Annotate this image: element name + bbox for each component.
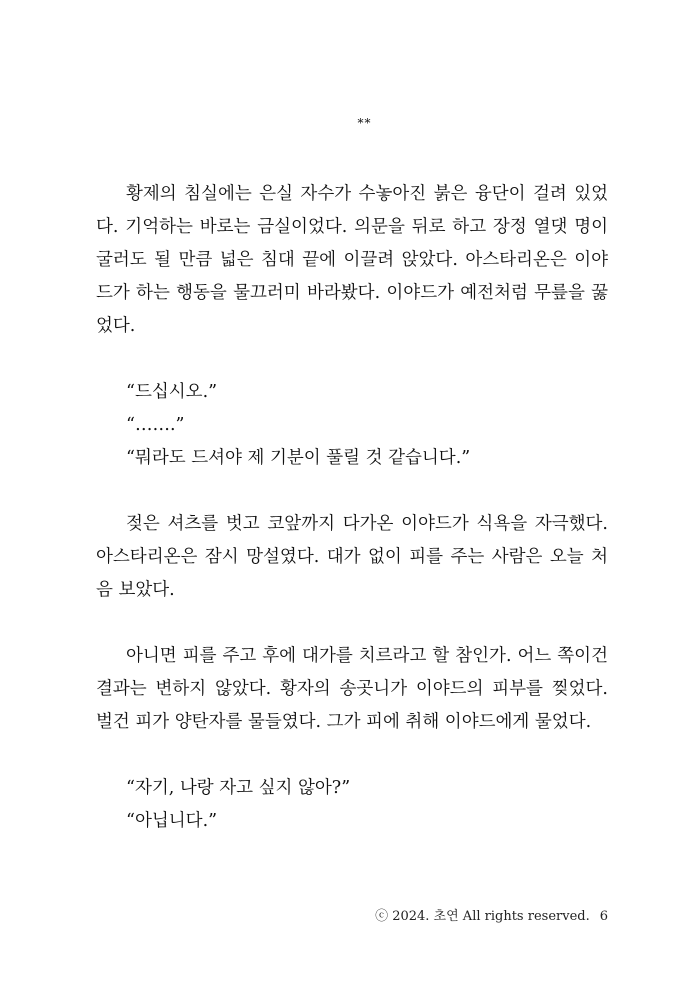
dialog-line: “자기, 나랑 자고 싶지 않아?” <box>126 778 351 798</box>
paragraph: 아니면 피를 주고 후에 대가를 치르라고 할 참인가. 어느 쪽이건 결과는 변하지 않았다. 황자의 송곳니가 이야드의 피부를 찢었다. 벌건 피가 양탄자를 물들였다. 그가 피에 취해 이야드에게 물었다. <box>96 646 608 732</box>
copyright-text: ⓒ 2024. 초연 All rights reserved. <box>375 909 590 924</box>
body-text <box>96 178 608 838</box>
paragraph: 젖은 셔츠를 벗고 코앞까지 다가온 이야드가 식욕을 자극했다. 아스타리온은 잠시 망설였다. 대가 없이 피를 주는 사람은 오늘 처음 보았다. <box>96 514 608 600</box>
dialog-line: “…….” <box>126 415 185 435</box>
dialog-line: “뭐라도 드셔야 제 기분이 풀릴 것 같습니다.” <box>126 448 471 468</box>
paragraph: 황제의 침실에는 은실 자수가 수놓아진 붉은 융단이 걸려 있었다. 기억하는 바로는 금실이었다. 의문을 뒤로 하고 장정 열댓 명이 굴러도 될 만큼 넓은 침대 끝에 이끌려 앉았다. 아스타리온은 이야드가 하는 행동을 물끄러미 바라봤다. 이야드가 예전처럼 무릎을 꿇었다. <box>96 184 608 336</box>
section-separator: ** <box>357 116 372 130</box>
page-footer <box>375 905 608 924</box>
page-number: 6 <box>599 909 608 924</box>
dialog-line: “아닙니다.” <box>126 811 218 831</box>
dialog-line: “드십시오.” <box>126 382 218 402</box>
